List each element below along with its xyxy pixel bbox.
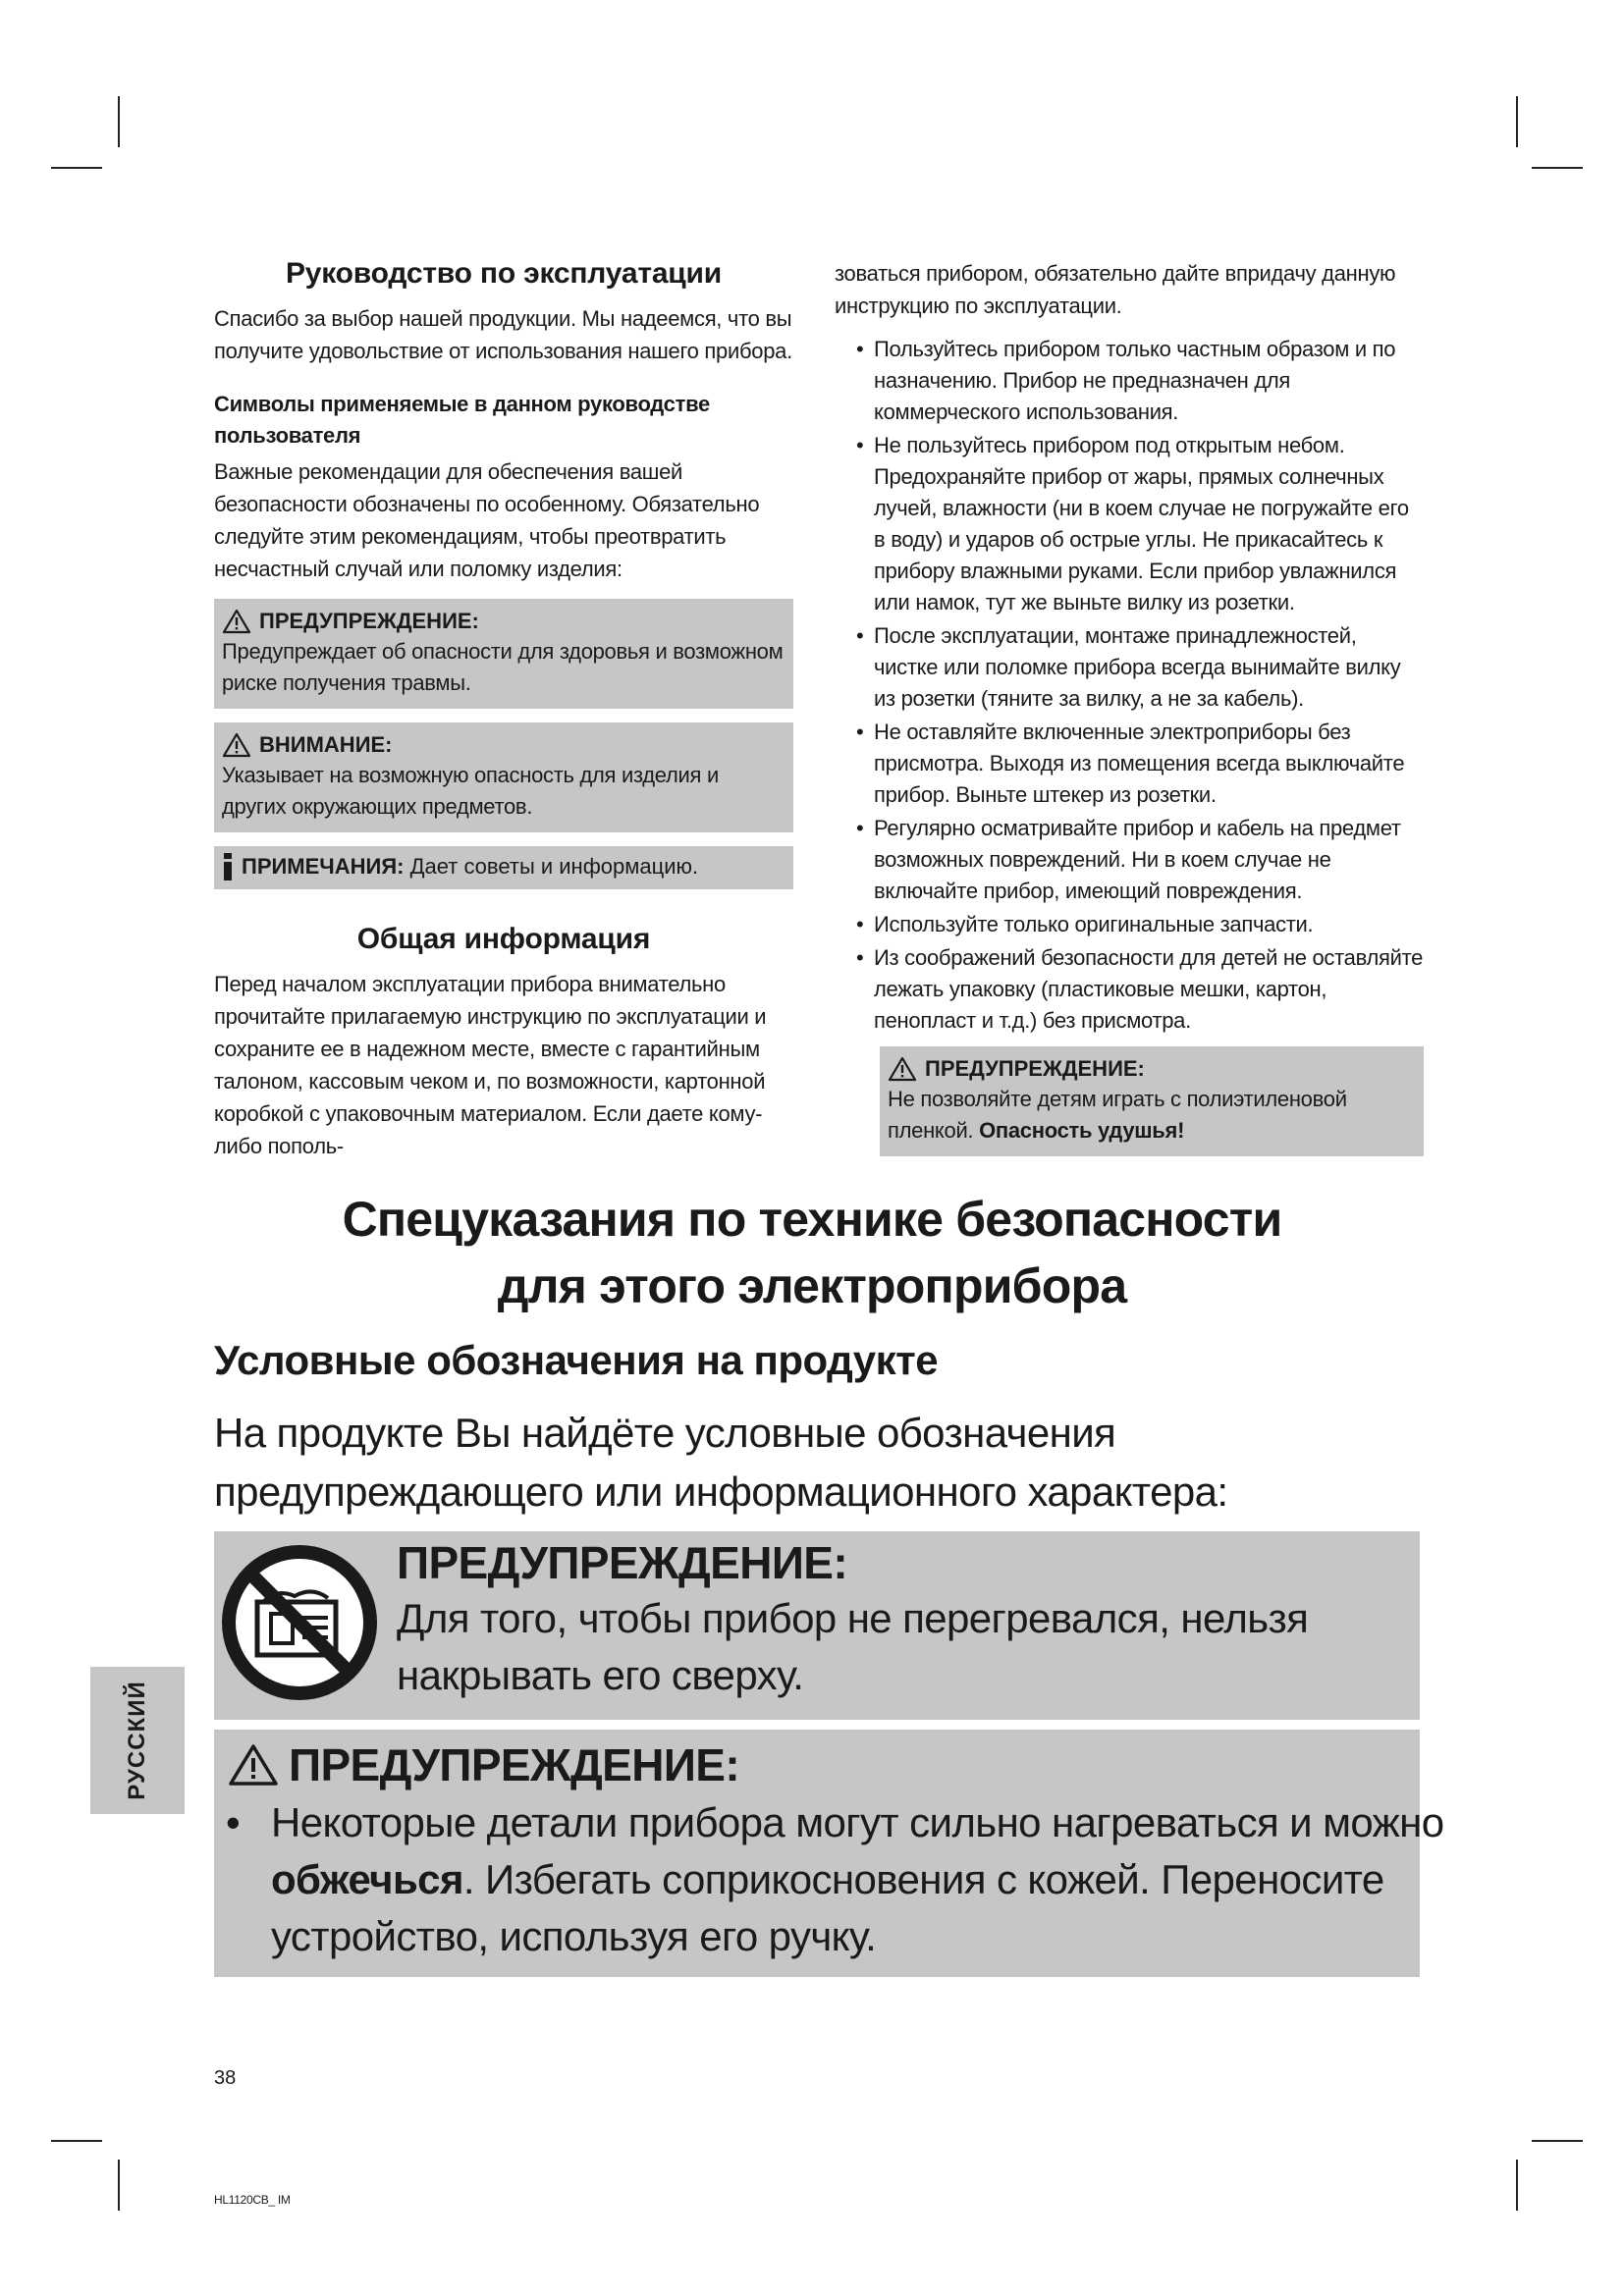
- symbols-text: Важные рекомендации для обеспечения вашей безопасности обозначены по особенному. Обязательно следуйте этим рекомендациям, чтобы преотвратить несчастный случай или поломку изделия:: [214, 459, 760, 581]
- list-item: • Используйте только оригинальные запчасти.: [856, 912, 1314, 936]
- note-title: ПРИМЕЧАНИЯ:: [242, 854, 405, 879]
- crop-mark: [1532, 2140, 1583, 2142]
- do-not-cover-icon: [218, 1541, 381, 1704]
- caution-triangle-icon: [222, 732, 251, 758]
- section-title: [0, 1186, 1624, 1319]
- list-item: • Из соображений безопасности для детей не оставляйте лежать упаковку (пластиковые мешки, картон, пенопласт и т.д.) без присмотра.: [856, 945, 1424, 1033]
- list-item: • Пользуйтесь прибором только частным образом и по назначению. Прибор не предназначен для коммерческого использования.: [856, 337, 1396, 424]
- symbols-heading: Символы применяемые в данном руководстве пользователя: [214, 392, 710, 448]
- caution-text: Указывает на возможную опасность для изделия и других окружающих предметов.: [222, 763, 719, 819]
- continued-text: зоваться прибором, обязательно дайте впридачу данную инструкцию по эксплуатации.: [835, 261, 1396, 318]
- thanks-text: Спасибо за выбор нашей продукции. Мы надеемся, что вы получите удовольствие от использования нашего прибора.: [214, 306, 792, 363]
- product-symbols-intro: На продукте Вы найдёте условные обозначения предупреждающего или информационного характера:: [214, 1410, 1228, 1515]
- safety-bullet-list: [835, 334, 1424, 1037]
- general-info-title: Общая информация: [356, 923, 651, 955]
- hot-parts-warning-box: [214, 1730, 1444, 1977]
- crop-mark: [51, 2140, 102, 2142]
- film-warning-emphasis: Опасность удушья!: [979, 1118, 1185, 1143]
- film-warning-box: [880, 1046, 1424, 1156]
- warning-title: ПРЕДУПРЕЖДЕНИЕ:: [259, 609, 479, 633]
- cover-warning-text: Для того, чтобы прибор не перегревался, нельзя накрывать его сверху.: [397, 1595, 1309, 1698]
- caution-box: [214, 722, 793, 832]
- list-item: • Не оставляйте включенные электроприборы без присмотра. Выходя из помещения всегда выключайте прибор. Выньте штекер из розетки.: [856, 720, 1405, 807]
- crop-mark: [118, 96, 120, 147]
- page-number: 38: [214, 2067, 237, 2089]
- section-title-line-2: для этого электроприбора: [497, 1258, 1127, 1313]
- hot-warning-bullet: • Некоторые детали прибора могут сильно нагреваться и можно обжечься. Избегать соприкосновения с кожей. Переносите устройство, используя его ручку.: [226, 1799, 1444, 1959]
- info-icon: [222, 853, 234, 881]
- cover-warning-title: ПРЕДУПРЕЖДЕНИЕ:: [397, 1537, 848, 1588]
- list-item: • Регулярно осматривайте прибор и кабель на предмет возможных повреждений. Ни в коем случае не включайте прибор, имеющий повреждения.: [856, 816, 1401, 903]
- hot-warning-title: ПРЕДУПРЕЖДЕНИЕ:: [289, 1739, 740, 1790]
- warning-box: [214, 599, 793, 709]
- note-box: [214, 846, 793, 889]
- film-warning-title: ПРЕДУПРЕЖДЕНИЕ:: [925, 1056, 1145, 1081]
- crop-mark: [1516, 96, 1518, 147]
- crop-mark: [51, 167, 102, 169]
- warning-text: Предупреждает об опасности для здоровья и возможном риске получения травмы.: [222, 639, 784, 695]
- note-text: Дает советы и информацию.: [409, 854, 699, 879]
- film-warning-text: Не позволяйте детям играть с полиэтиленовой пленкой.: [888, 1087, 1347, 1143]
- language-tab: [90, 1667, 185, 1814]
- language-tab-label: РУССКИЙ: [124, 1681, 150, 1800]
- right-column: [835, 257, 1424, 1156]
- product-symbols-heading: Условные обозначения на продукте: [214, 1337, 939, 1383]
- crop-mark: [1532, 167, 1583, 169]
- manual-title: Руководство по эксплуатации: [285, 257, 723, 290]
- caution-title: ВНИМАНИЕ:: [259, 732, 393, 757]
- crop-mark: [1516, 2160, 1518, 2211]
- list-item: • После эксплуатации, монтаже принадлежностей, чистке или поломке прибора всегда вынимайте вилку из розетки (тяните за вилку, а не за кабель).: [856, 623, 1401, 711]
- general-info-text: Перед началом эксплуатации прибора внимательно прочитайте прилагаемую инструкцию по эксплуатации и сохраните ее в надежном месте, вместе с гарантийным талоном, кассовым чеком и, по возможности, картонной коробкой с упаковочным материалом. Если даете кому-либо пополь-: [214, 972, 767, 1158]
- warning-triangle-icon: [222, 609, 251, 634]
- warning-triangle-icon: [228, 1743, 279, 1787]
- hot-warning-emphasis: обжечься: [271, 1856, 463, 1902]
- crop-mark: [118, 2160, 120, 2211]
- do-not-cover-warning-box: [214, 1531, 1420, 1720]
- left-column: [214, 257, 793, 1162]
- warning-triangle-icon: [888, 1056, 917, 1082]
- document-code: HL1120CB_ IM: [214, 2193, 291, 2207]
- list-item: • Не пользуйтесь прибором под открытым небом. Предохраняйте прибор от жары, прямых солнечных лучей, влажности (ни в коем случае не погружайте его в воду) и ударов об острые углы. Не прикасайтесь к прибору влажными руками. Если прибор увлажнился или намок, тут же выньте вилку из розетки.: [856, 433, 1409, 614]
- section-title-line-1: Спецуказания по технике безопасности: [342, 1192, 1282, 1247]
